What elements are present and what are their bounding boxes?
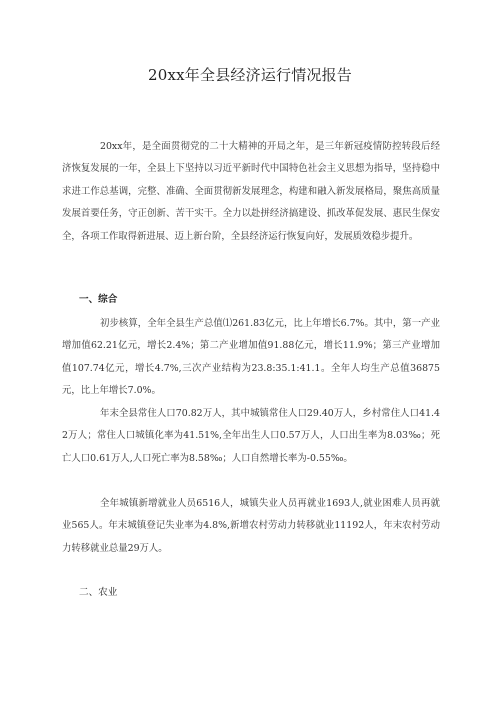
section-heading-agriculture: 二、农业 xyxy=(79,587,118,598)
document-title: 20xx年全县经济运行情况报告 xyxy=(147,66,352,84)
gdp-paragraph: 初步核算，全年全县生产总值⑴261.83亿元，比上年增长6.7%。其中，第一产业增加值62.21亿元，增长2.4%；第二产业增加值91.88亿元，增长11.9%；第三产业增加值107.74亿元，增长4.7%,三次产业结构为23.8:35.1:41.1。全年人均生产总值36875元，比上年增长7.0%。 xyxy=(62,318,440,397)
employment-paragraph: 全年城镇新增就业人员6516人，城镇失业人员再就业1693人,就业困难人员再就业565人。年末城镇登记失业率为4.8%,新增农村劳动力转移就业11192人，年末农村劳动力转移就业总量29万人。 xyxy=(62,498,440,554)
section-heading-overview: 一、综合 xyxy=(79,294,118,305)
population-paragraph: 年末全县常住人口70.82万人，其中城镇常住人口29.40万人，乡村常住人口41.42万人；常住人口城镇化率为41.51%,全年出生人口0.57万人，人口出生率为8.03‰；死亡人口0.61万人,人口死亡率为8.58‰；人口自然增长率为-0.55‰。 xyxy=(62,408,440,464)
intro-paragraph: 20xx年，是全面贯彻党的二十大精神的开局之年，是三年新冠疫情防控转段后经济恢复发展的一年，全县上下坚持以习近平新时代中国特色社会主义思想为指导，坚持稳中求进工作总基调，完整、准确、全面贯彻新发展理念，构建和融入新发展格局，聚焦高质量发展首要任务，守正创新、苦干实干。全力以赴拼经济搞建设、抓改革促发展、惠民生保安全，各项工作取得新进展、迈上新台阶，全县经济运行恢复向好，发展质效稳步提升。 xyxy=(62,141,440,242)
